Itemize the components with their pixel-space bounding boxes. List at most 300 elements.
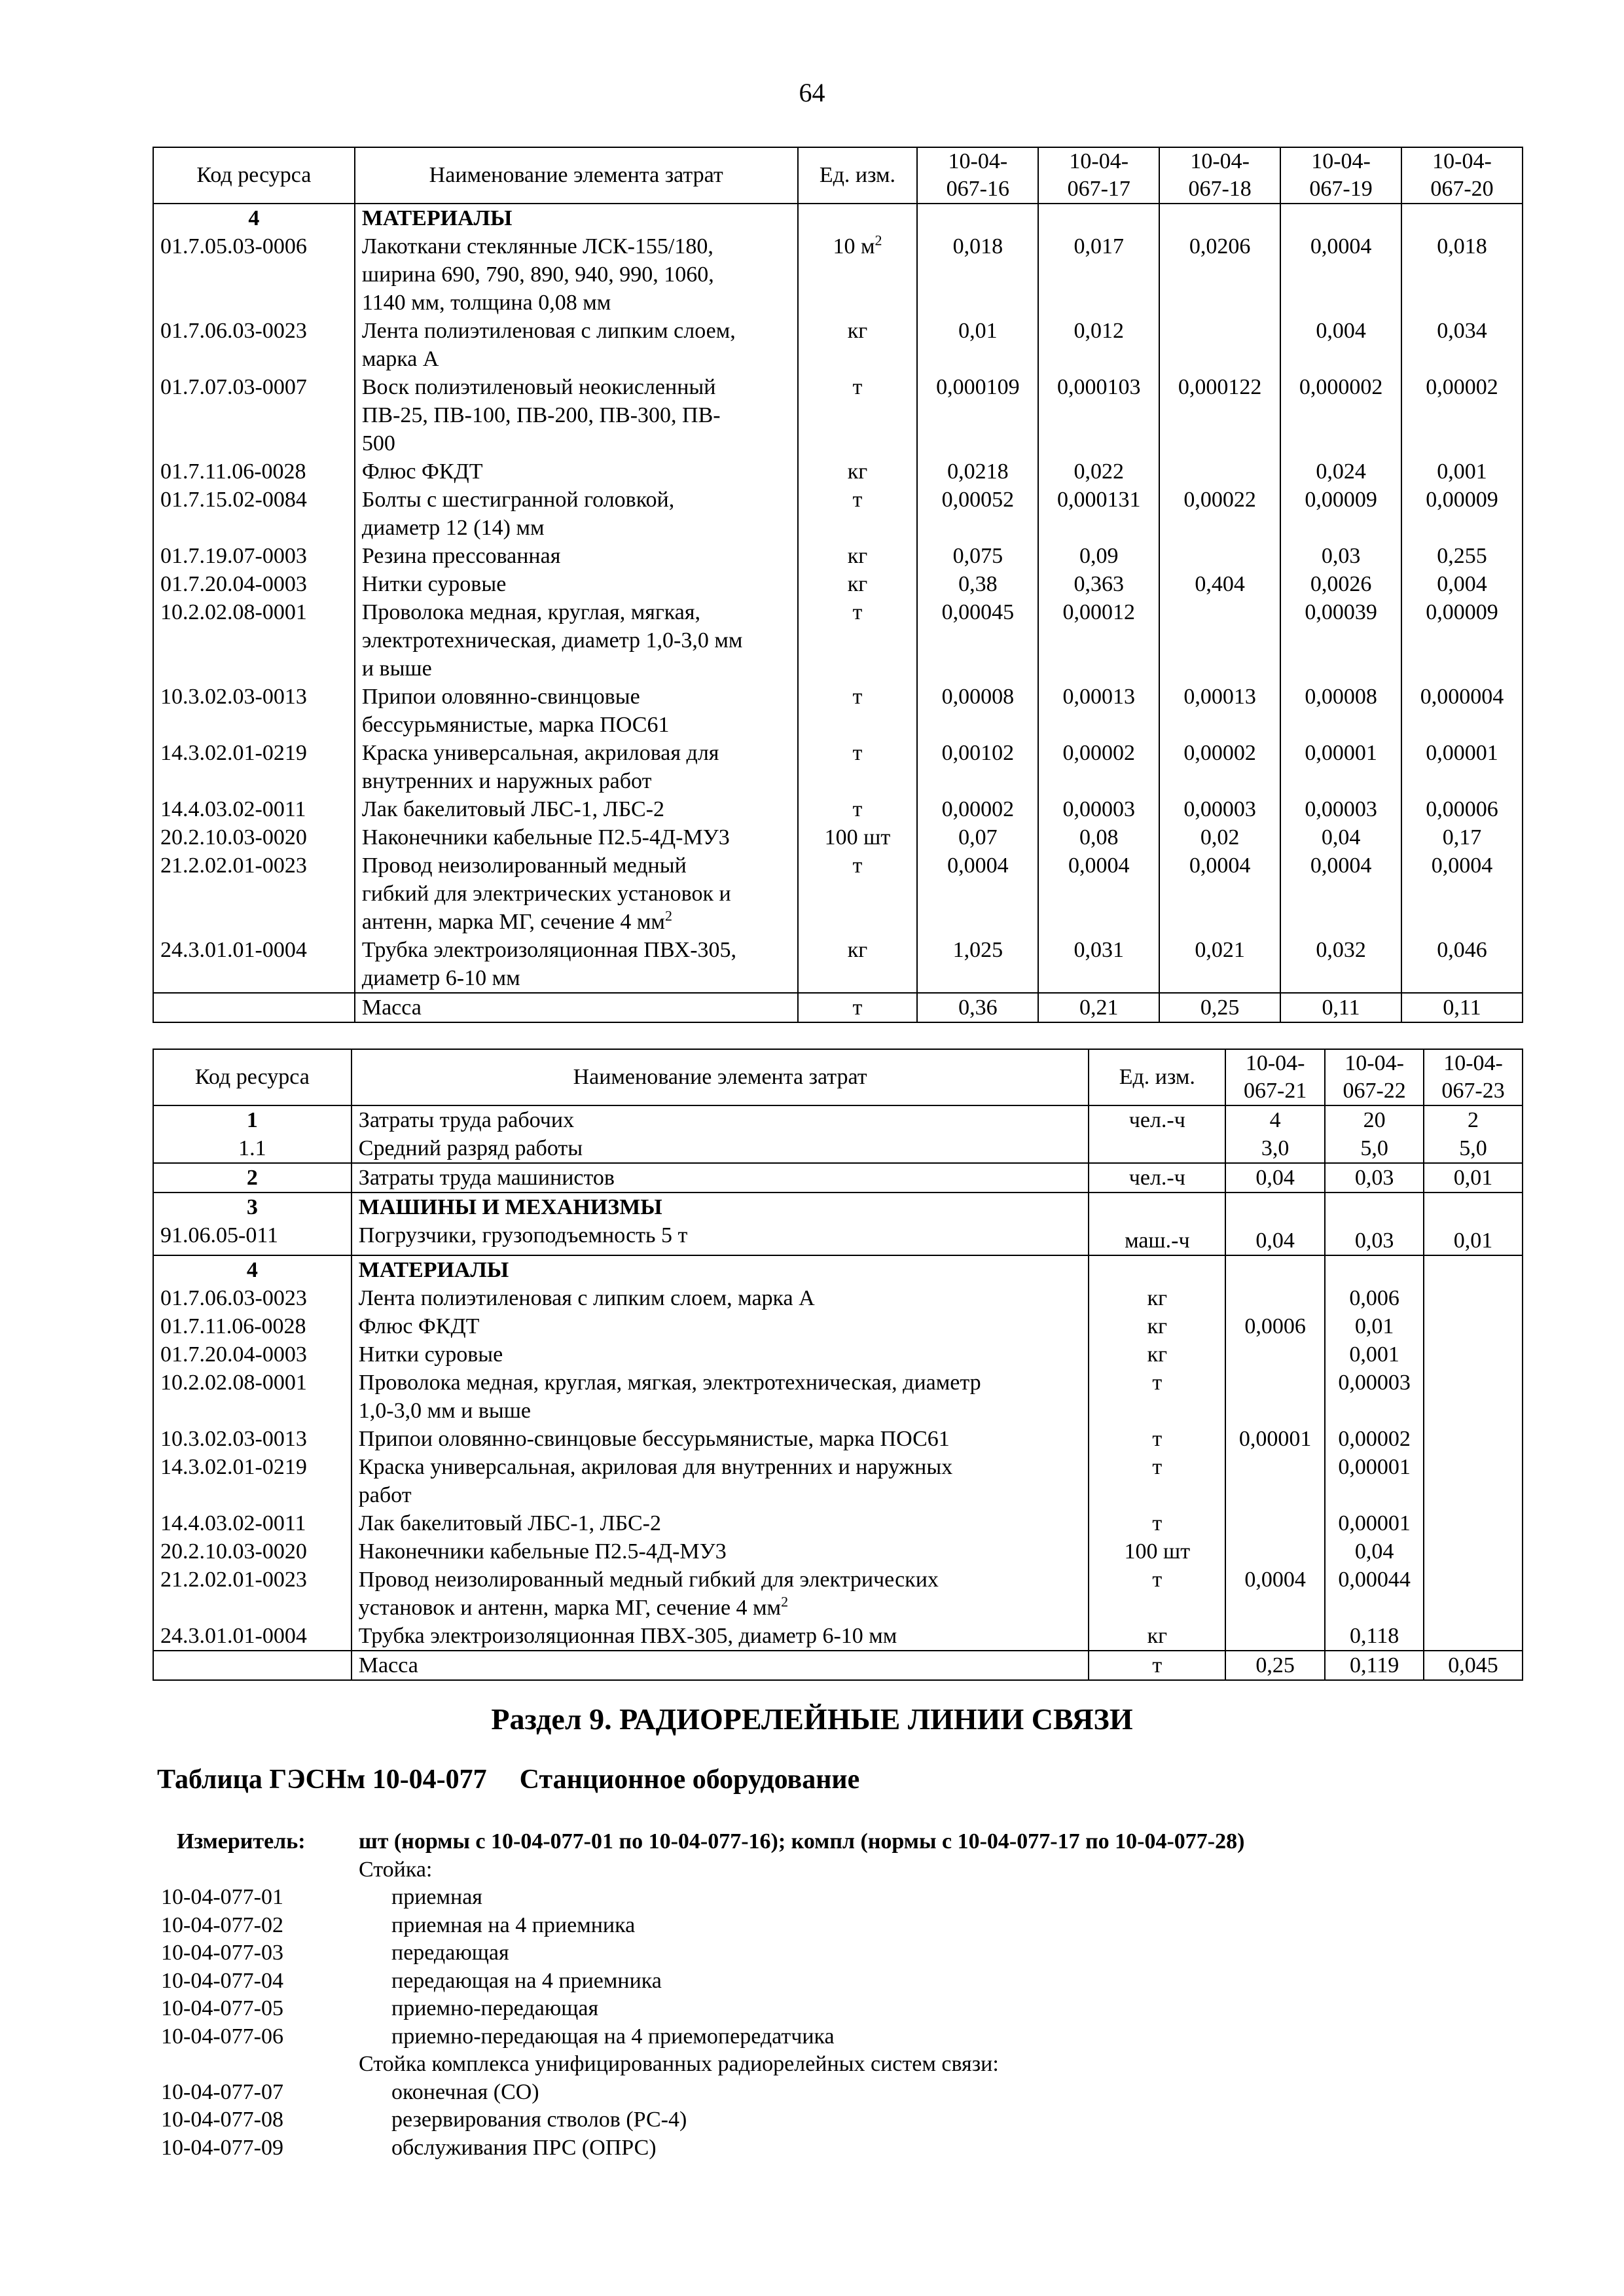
- table-row: [153, 852, 1523, 936]
- unit: кг: [1089, 1622, 1225, 1651]
- labor-row: [153, 1105, 1523, 1134]
- table-row: [153, 1425, 1523, 1453]
- norm-value: 0,032: [1280, 936, 1401, 993]
- norm-value: [1424, 1369, 1523, 1425]
- norm-value: 0,0004: [1159, 852, 1280, 936]
- unit: т: [1089, 1369, 1225, 1425]
- norm-value: 0,21: [1038, 993, 1159, 1022]
- table-row: [153, 823, 1523, 852]
- norm-name: приемная: [391, 1885, 482, 1909]
- cost-element-name: Флюс ФКДТ: [355, 457, 798, 486]
- norm-value: [1424, 1284, 1523, 1312]
- header-norm: 10-04- 067-19: [1280, 147, 1401, 204]
- table-row: [153, 795, 1523, 823]
- norm-value: [1159, 457, 1280, 486]
- norm-value: 0,00002: [917, 795, 1038, 823]
- norm-value: [1159, 598, 1280, 683]
- norm-value: 0,021: [1159, 936, 1280, 993]
- unit: т: [798, 486, 918, 542]
- norm-value: 0,000122: [1159, 373, 1280, 457]
- cost-element-name: Припои оловянно-свинцовые бессурьмянистые, марка ПОС61: [355, 683, 798, 739]
- table-row: [153, 1453, 1523, 1509]
- table-row: [153, 317, 1523, 373]
- norm-value: 0,0206: [1159, 232, 1280, 317]
- header-unit: Ед. изм.: [1089, 1049, 1225, 1105]
- norm-value: [1424, 1255, 1523, 1284]
- norm-value: 0,00002: [1038, 739, 1159, 795]
- resource-code: 24.3.01.01-0004: [153, 1622, 352, 1651]
- norm-value: [1325, 1255, 1424, 1284]
- norm-value: 0,0026: [1280, 570, 1401, 598]
- resource-code: 01.7.15.02-0084: [153, 486, 355, 542]
- table-row: [153, 1509, 1523, 1537]
- unit: [798, 204, 918, 232]
- norm-value: [1424, 1537, 1523, 1566]
- norm-code: 10-04-077-07: [161, 2079, 283, 2104]
- unit: кг: [798, 542, 918, 570]
- unit: т: [1089, 1566, 1225, 1622]
- resource-code: 01.7.11.06-0028: [153, 457, 355, 486]
- unit: т: [798, 683, 918, 739]
- group-title: Стойка комплекса унифицированных радиорелейных систем связи:: [359, 2052, 999, 2076]
- cost-element-name: Масса: [355, 993, 798, 1022]
- unit: кг: [1089, 1312, 1225, 1340]
- table-row: [153, 1340, 1523, 1369]
- norm-value: 0,01: [917, 317, 1038, 373]
- table-row: [153, 936, 1523, 993]
- norm-value: 2: [1424, 1105, 1523, 1134]
- unit: [1089, 1134, 1225, 1163]
- norm-value: [1225, 1193, 1325, 1221]
- unit: т: [798, 852, 918, 936]
- table-row: [153, 457, 1523, 486]
- norm-name: передающая на 4 приемника: [391, 1968, 662, 1993]
- norm-value: 0,045: [1424, 1651, 1523, 1680]
- resource-code: 14.3.02.01-0219: [153, 1453, 352, 1509]
- norm-code: 10-04-077-09: [161, 2135, 283, 2160]
- unit: кг: [798, 317, 918, 373]
- header-cost-element: Наименование элемента затрат: [352, 1049, 1089, 1105]
- resource-code: 14.4.03.02-0011: [153, 795, 355, 823]
- norm-name: передающая: [391, 1941, 509, 1965]
- norm-value: 0,00002: [1159, 739, 1280, 795]
- table-row: [153, 570, 1523, 598]
- table-row: [153, 486, 1523, 542]
- unit: кг: [798, 570, 918, 598]
- cost-element-name: Лакоткани стеклянные ЛСК-155/180, ширина 690, 790, 890, 940, 990, 1060, 1140 мм, толщина 0,08 мм: [355, 232, 798, 317]
- header-norm: 10-04- 067-23: [1424, 1049, 1523, 1105]
- norm-value: 0,000004: [1401, 683, 1523, 739]
- norm-value: 0,04: [1325, 1537, 1424, 1566]
- norm-code: 10-04-077-01: [161, 1885, 283, 1909]
- norm-value: 1,025: [917, 936, 1038, 993]
- resource-code: 2: [153, 1163, 352, 1193]
- norm-value: 0,006: [1325, 1284, 1424, 1312]
- cost-element-name: МАТЕРИАЛЫ: [352, 1255, 1089, 1284]
- norm-value: 0,04: [1225, 1163, 1325, 1193]
- norm-value: [1424, 1340, 1523, 1369]
- norm-value: 0,25: [1159, 993, 1280, 1022]
- cost-element-name: Флюс ФКДТ: [352, 1312, 1089, 1340]
- unit: 10 $м^2$: [798, 232, 918, 317]
- norm-name: приемная на 4 приемника: [391, 1912, 636, 1937]
- cost-element-name: Краска универсальная, акриловая для внутренних и наружных работ: [352, 1453, 1089, 1509]
- unit: т: [798, 739, 918, 795]
- resource-code: [153, 1651, 352, 1680]
- unit: кг: [1089, 1284, 1225, 1312]
- unit: т: [798, 795, 918, 823]
- norm-value: 0,004: [1280, 317, 1401, 373]
- norm-value: [1424, 1425, 1523, 1453]
- norm-value: 0,03: [1325, 1163, 1424, 1193]
- norm-value: 0,00003: [1038, 795, 1159, 823]
- norm-value: 0,03: [1280, 542, 1401, 570]
- norm-value: 0,0006: [1225, 1312, 1325, 1340]
- cost-element-name: Погрузчики, грузоподъемность 5 т: [352, 1221, 1089, 1255]
- norm-value: 0,00044: [1325, 1566, 1424, 1622]
- norm-value: 0,36: [917, 993, 1038, 1022]
- table-id: Таблица ГЭСНм 10-04-077: [157, 1765, 487, 1795]
- norm-value: 0,00001: [1325, 1453, 1424, 1509]
- norm-value: 0,000103: [1038, 373, 1159, 457]
- resource-code: 10.2.02.08-0001: [153, 1369, 352, 1425]
- mass-row: [153, 993, 1523, 1022]
- norm-value: 0,075: [917, 542, 1038, 570]
- norm-value: [1424, 1312, 1523, 1340]
- norm-value: 0,000002: [1280, 373, 1401, 457]
- norm-value: 0,07: [917, 823, 1038, 852]
- section-row: [153, 204, 1523, 232]
- unit: т: [1089, 1425, 1225, 1453]
- resource-code: [153, 993, 355, 1022]
- norm-value: 0,024: [1280, 457, 1401, 486]
- norm-value: 0,00009: [1401, 598, 1523, 683]
- table-row: [153, 1369, 1523, 1425]
- table-row: [153, 683, 1523, 739]
- norm-value: 0,01: [1424, 1163, 1523, 1193]
- resource-code: 4: [153, 1255, 352, 1284]
- table-row: [153, 1312, 1523, 1340]
- cost-element-name: Краска универсальная, акриловая для внутренних и наружных работ: [355, 739, 798, 795]
- norm-value: 0,00102: [917, 739, 1038, 795]
- cost-element-name: Припои оловянно-свинцовые бессурьмянистые, марка ПОС61: [352, 1425, 1089, 1453]
- cost-element-name: Резина прессованная: [355, 542, 798, 570]
- norm-value: 0,01: [1424, 1221, 1523, 1255]
- norm-value: 0,363: [1038, 570, 1159, 598]
- resource-code: 20.2.10.03-0020: [153, 1537, 352, 1566]
- unit: 100 шт: [1089, 1537, 1225, 1566]
- norm-value: 0,11: [1280, 993, 1401, 1022]
- unit: т: [1089, 1509, 1225, 1537]
- norm-value: 0,017: [1038, 232, 1159, 317]
- page-number: 64: [799, 78, 825, 107]
- norm-value: 0,00052: [917, 486, 1038, 542]
- norm-value: 0,00001: [1225, 1425, 1325, 1453]
- norm-value: [1325, 1193, 1424, 1221]
- norm-name: обслуживания ПРС (ОПРС): [391, 2135, 657, 2160]
- norm-code: 10-04-077-08: [161, 2108, 283, 2132]
- cost-element-name: Лента полиэтиленовая с липким слоем, марка А: [355, 317, 798, 373]
- unit: [1089, 1193, 1225, 1221]
- resource-table-1: [153, 147, 1523, 1023]
- norm-value: 0,00001: [1401, 739, 1523, 795]
- norm-value: [1159, 542, 1280, 570]
- norm-value: [1401, 204, 1523, 232]
- norm-value: 5,0: [1325, 1134, 1424, 1163]
- resource-code: 3: [153, 1193, 352, 1221]
- table-name: Станционное оборудование: [519, 1765, 860, 1795]
- norm-code: 10-04-077-05: [161, 1996, 283, 2020]
- table-row: [153, 1284, 1523, 1312]
- norm-value: [1424, 1566, 1523, 1622]
- resource-code: 1.1: [153, 1134, 352, 1163]
- norm-value: 0,08: [1038, 823, 1159, 852]
- norm-value: [1424, 1453, 1523, 1509]
- section-row: [153, 1255, 1523, 1284]
- cost-element-name: Затраты труда машинистов: [352, 1163, 1089, 1193]
- header-norm: 10-04- 067-22: [1325, 1049, 1424, 1105]
- norm-value: 0,018: [917, 232, 1038, 317]
- norm-value: 0,38: [917, 570, 1038, 598]
- cost-element-name: Провод неизолированный медный гибкий для электрических установок и антенн, марка МГ, сечение 4 $мм^2$: [355, 852, 798, 936]
- mass-row: [153, 1651, 1523, 1680]
- unit: т: [798, 598, 918, 683]
- unit: т: [1089, 1453, 1225, 1509]
- norm-value: [1424, 1193, 1523, 1221]
- cost-element-name: Лак бакелитовый ЛБС-1, ЛБС-2: [352, 1509, 1089, 1537]
- resource-code: 4: [153, 204, 355, 232]
- resource-code: 24.3.01.01-0004: [153, 936, 355, 993]
- norm-name: резервирования стволов (РС-4): [391, 2108, 687, 2132]
- norm-value: 0,03: [1325, 1221, 1424, 1255]
- resource-code: 01.7.07.03-0007: [153, 373, 355, 457]
- norm-value: 0,119: [1325, 1651, 1424, 1680]
- norm-value: 0,04: [1280, 823, 1401, 852]
- norm-value: 0,11: [1401, 993, 1523, 1022]
- norm-value: 0,404: [1159, 570, 1280, 598]
- group-title: Стойка:: [359, 1857, 433, 1882]
- norm-value: 0,17: [1401, 823, 1523, 852]
- table-row: [153, 232, 1523, 317]
- resource-code: 10.2.02.08-0001: [153, 598, 355, 683]
- norm-value: 0,031: [1038, 936, 1159, 993]
- table-title: [157, 1764, 859, 1795]
- resource-code: 20.2.10.03-0020: [153, 823, 355, 852]
- norm-value: 0,001: [1325, 1340, 1424, 1369]
- cost-element-name: Масса: [352, 1651, 1089, 1680]
- section-row: [153, 1193, 1523, 1221]
- table-row: [153, 1221, 1523, 1255]
- table-row: [153, 1622, 1523, 1651]
- resource-code: 01.7.05.03-0006: [153, 232, 355, 317]
- norm-value: 0,00013: [1038, 683, 1159, 739]
- norm-value: 0,00012: [1038, 598, 1159, 683]
- header-resource-code: Код ресурса: [153, 147, 355, 204]
- measure-label: Измеритель:: [177, 1829, 306, 1854]
- resource-code: 01.7.06.03-0023: [153, 1284, 352, 1312]
- norm-value: [1225, 1509, 1325, 1537]
- norm-value: 0,00002: [1401, 373, 1523, 457]
- table-row: [153, 598, 1523, 683]
- resource-code: 01.7.06.03-0023: [153, 317, 355, 373]
- norm-value: 0,00001: [1280, 739, 1401, 795]
- header-norm: 10-04- 067-20: [1401, 147, 1523, 204]
- cost-element-name: Лак бакелитовый ЛБС-1, ЛБС-2: [355, 795, 798, 823]
- norm-value: 0,046: [1401, 936, 1523, 993]
- norm-value: 20: [1325, 1105, 1424, 1134]
- norm-value: 0,25: [1225, 1651, 1325, 1680]
- resource-code: 10.3.02.03-0013: [153, 683, 355, 739]
- unit: кг: [798, 457, 918, 486]
- unit: т: [1089, 1651, 1225, 1680]
- norm-value: 0,004: [1401, 570, 1523, 598]
- unit: чел.-ч: [1089, 1163, 1225, 1193]
- norm-value: 0,0004: [1225, 1566, 1325, 1622]
- norm-value: 0,00009: [1401, 486, 1523, 542]
- unit: [1089, 1255, 1225, 1284]
- norm-value: [1225, 1537, 1325, 1566]
- norm-code: 10-04-077-03: [161, 1941, 283, 1965]
- norm-value: [1225, 1453, 1325, 1509]
- norm-value: 0,0004: [917, 852, 1038, 936]
- norm-code: 10-04-077-04: [161, 1968, 283, 1993]
- cost-element-name: МАШИНЫ И МЕХАНИЗМЫ: [352, 1193, 1089, 1221]
- norm-value: 0,0004: [1401, 852, 1523, 936]
- norm-value: 0,255: [1401, 542, 1523, 570]
- norm-value: 0,00039: [1280, 598, 1401, 683]
- norm-value: 5,0: [1424, 1134, 1523, 1163]
- norm-value: [1424, 1509, 1523, 1537]
- header-norm: 10-04- 067-16: [917, 147, 1038, 204]
- norm-value: 0,02: [1159, 823, 1280, 852]
- norm-value: 0,00003: [1325, 1369, 1424, 1425]
- cost-element-name: Проволока медная, круглая, мягкая, электротехническая, диаметр 1,0-3,0 мм и выше: [352, 1369, 1089, 1425]
- norm-value: 0,04: [1225, 1221, 1325, 1255]
- unit: маш.-ч: [1089, 1221, 1225, 1255]
- table-row: [153, 1566, 1523, 1622]
- norm-value: 0,00045: [917, 598, 1038, 683]
- table-row: [153, 1537, 1523, 1566]
- cost-element-name: Наконечники кабельные П2.5-4Д-МУ3: [355, 823, 798, 852]
- norm-value: [1225, 1340, 1325, 1369]
- table-row: [153, 373, 1523, 457]
- resource-code: 91.06.05-011: [153, 1221, 352, 1255]
- resource-table-2: [153, 1049, 1523, 1681]
- norm-value: 0,00003: [1280, 795, 1401, 823]
- cost-element-name: Наконечники кабельные П2.5-4Д-МУ3: [352, 1537, 1089, 1566]
- resource-code: 1: [153, 1105, 352, 1134]
- cost-element-name: Воск полиэтиленовый неокисленный ПВ-25, ПВ-100, ПВ-200, ПВ-300, ПВ- 500: [355, 373, 798, 457]
- unit: кг: [1089, 1340, 1225, 1369]
- resource-code: 14.3.02.01-0219: [153, 739, 355, 795]
- norm-value: 0,018: [1401, 232, 1523, 317]
- unit: кг: [798, 936, 918, 993]
- header-norm: 10-04- 067-18: [1159, 147, 1280, 204]
- norm-name: приемно-передающая: [391, 1996, 599, 2020]
- resource-code: 10.3.02.03-0013: [153, 1425, 352, 1453]
- norm-name: оконечная (СО): [391, 2079, 539, 2104]
- norm-value: 0,01: [1325, 1312, 1424, 1340]
- header-resource-code: Код ресурса: [153, 1049, 352, 1105]
- resource-code: 01.7.20.04-0003: [153, 1340, 352, 1369]
- norm-value: [1225, 1622, 1325, 1651]
- table-row: [153, 739, 1523, 795]
- table-row: [153, 542, 1523, 570]
- norm-value: 0,09: [1038, 542, 1159, 570]
- header-norm: 10-04- 067-21: [1225, 1049, 1325, 1105]
- norm-value: 0,0004: [1038, 852, 1159, 936]
- header-norm: 10-04- 067-17: [1038, 147, 1159, 204]
- norm-value: 0,0004: [1280, 232, 1401, 317]
- norm-value: [917, 204, 1038, 232]
- norm-value: 0,012: [1038, 317, 1159, 373]
- cost-element-name: Провод неизолированный медный гибкий для электрических установок и антенн, марка МГ, сечение 4 $мм^2$: [352, 1566, 1089, 1622]
- grade-row: [153, 1134, 1523, 1163]
- norm-value: 0,00001: [1325, 1509, 1424, 1537]
- norm-value: 0,00008: [1280, 683, 1401, 739]
- cost-element-name: Нитки суровые: [352, 1340, 1089, 1369]
- norm-value: [1225, 1284, 1325, 1312]
- unit: чел.-ч: [1089, 1105, 1225, 1134]
- machinists-row: [153, 1163, 1523, 1193]
- norm-code: 10-04-077-02: [161, 1912, 283, 1937]
- unit: т: [798, 993, 918, 1022]
- unit: 100 шт: [798, 823, 918, 852]
- norm-value: [1038, 204, 1159, 232]
- header-unit: Ед. изм.: [798, 147, 918, 204]
- norm-value: 0,00003: [1159, 795, 1280, 823]
- cost-element-name: Лента полиэтиленовая с липким слоем, марка А: [352, 1284, 1089, 1312]
- cost-element-name: Нитки суровые: [355, 570, 798, 598]
- norm-code: 10-04-077-06: [161, 2024, 283, 2049]
- cost-element-name: Средний разряд работы: [352, 1134, 1089, 1163]
- resource-code: 14.4.03.02-0011: [153, 1509, 352, 1537]
- unit: т: [798, 373, 918, 457]
- resource-code: 21.2.02.01-0023: [153, 852, 355, 936]
- norm-value: [1424, 1622, 1523, 1651]
- resource-code: 01.7.11.06-0028: [153, 1312, 352, 1340]
- cost-element-name: Болты с шестигранной головкой, диаметр 12 (14) мм: [355, 486, 798, 542]
- norm-value: 0,00002: [1325, 1425, 1424, 1453]
- norm-value: 0,0218: [917, 457, 1038, 486]
- section-title: Раздел 9. РАДИОРЕЛЕЙНЫЕ ЛИНИИ СВЯЗИ: [491, 1702, 1133, 1736]
- cost-element-name: Трубка электроизоляционная ПВХ-305, диаметр 6-10 мм: [355, 936, 798, 993]
- resource-code: 21.2.02.01-0023: [153, 1566, 352, 1622]
- norm-value: 0,034: [1401, 317, 1523, 373]
- norm-value: 0,000109: [917, 373, 1038, 457]
- norm-value: 4: [1225, 1105, 1325, 1134]
- norm-value: 0,000131: [1038, 486, 1159, 542]
- norm-value: 0,001: [1401, 457, 1523, 486]
- norm-value: [1159, 317, 1280, 373]
- cost-element-name: МАТЕРИАЛЫ: [355, 204, 798, 232]
- header-cost-element: Наименование элемента затрат: [355, 147, 798, 204]
- norm-value: [1280, 204, 1401, 232]
- norm-value: 0,0004: [1280, 852, 1401, 936]
- cost-element-name: Проволока медная, круглая, мягкая, электротехническая, диаметр 1,0-3,0 мм и выше: [355, 598, 798, 683]
- norm-value: 0,00009: [1280, 486, 1401, 542]
- norm-value: 0,00008: [917, 683, 1038, 739]
- norm-value: [1159, 204, 1280, 232]
- norm-value: 0,00022: [1159, 486, 1280, 542]
- cost-element-name: Трубка электроизоляционная ПВХ-305, диаметр 6-10 мм: [352, 1622, 1089, 1651]
- norm-name: приемно-передающая на 4 приемопередатчика: [391, 2024, 835, 2049]
- norm-value: 0,00013: [1159, 683, 1280, 739]
- norm-value: [1225, 1255, 1325, 1284]
- norm-value: 0,022: [1038, 457, 1159, 486]
- cost-element-name: Затраты труда рабочих: [352, 1105, 1089, 1134]
- norm-value: [1225, 1369, 1325, 1425]
